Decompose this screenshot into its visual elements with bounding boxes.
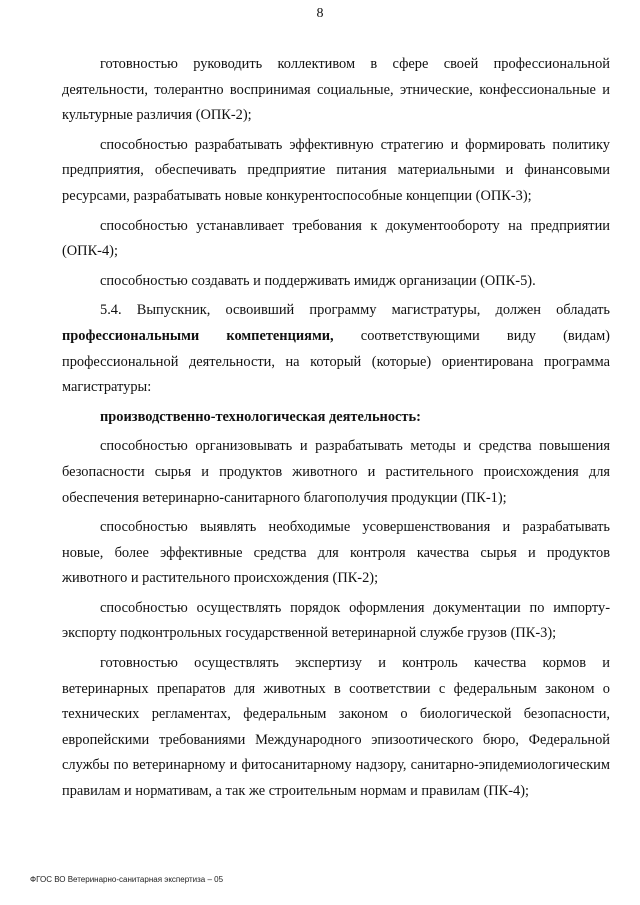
section-5-4-rest: соответствующими виду (видам) профессиональной деятельности, на который (которые) ориентирована программа магистратуры: [62, 327, 610, 396]
page-footer: ФГОС ВО Ветеринарно-санитарная экспертиза – 05 [30, 875, 224, 884]
paragraph-pk2: способностью выявлять необходимые усовершенствования и разрабатывать новые, более эффективные средства для контроля качества сырья и продуктов животного и растительного происхождения (ПК-2); [62, 519, 610, 587]
page-number: 8 [316, 6, 324, 21]
section-5-4-lead: 5.4. Выпускник, освоивший программу магистратуры, должен обладать [100, 302, 610, 319]
paragraph-pk4: готовностью осуществлять экспертизу и контроль качества кормов и ветеринарных препаратов для животных в соответствии с федеральным законом о технических регламентах, федеральным законом о биологической безопасности, европейскими требованиями Международного эпизоотического бюро, Федеральной службы по ветеринарному и фитосанитарному надзору, санитарно-эпидемиологическим правилам и нормативам, а так же строительным нормам и правилам (ПК-4); [62, 655, 610, 800]
paragraph-opk5: способностью создавать и поддерживать имидж организации (ОПК-5). [100, 272, 536, 289]
paragraph-opk2: готовностью руководить коллективом в сфере своей профессиональной деятельности, толерантно воспринимая социальные, этнические, конфессиональные и культурные различия (ОПК-2); [62, 56, 610, 124]
paragraph-pk3: способностью осуществлять порядок оформления документации по импорту-экспорту подконтрольных государственной ветеринарной службе грузов (ПК-3); [62, 599, 610, 642]
paragraph-section-5-4 [62, 298, 610, 400]
activity-heading: производственно-технологическая деятельность: [100, 408, 421, 425]
section-5-4-bold: профессиональными компетенциями, [62, 327, 334, 344]
paragraph-opk3: способностью разрабатывать эффективную стратегию и формировать политику предприятия, обеспечивать предприятие питания материальными и финансовыми ресурсами, разрабатывать новые конкурентоспособные концепции (ОПК-3); [62, 136, 610, 204]
paragraph-opk4: способностью устанавливает требования к документообороту на предприятии (ОПК-4); [62, 217, 610, 260]
paragraph-pk1: способностью организовывать и разрабатывать методы и средства повышения безопасности сырья и продуктов животного и растительного происхождения для обеспечения ветеринарно-санитарного благополучия продукции (ПК-1); [62, 438, 610, 506]
document-body [62, 52, 610, 809]
